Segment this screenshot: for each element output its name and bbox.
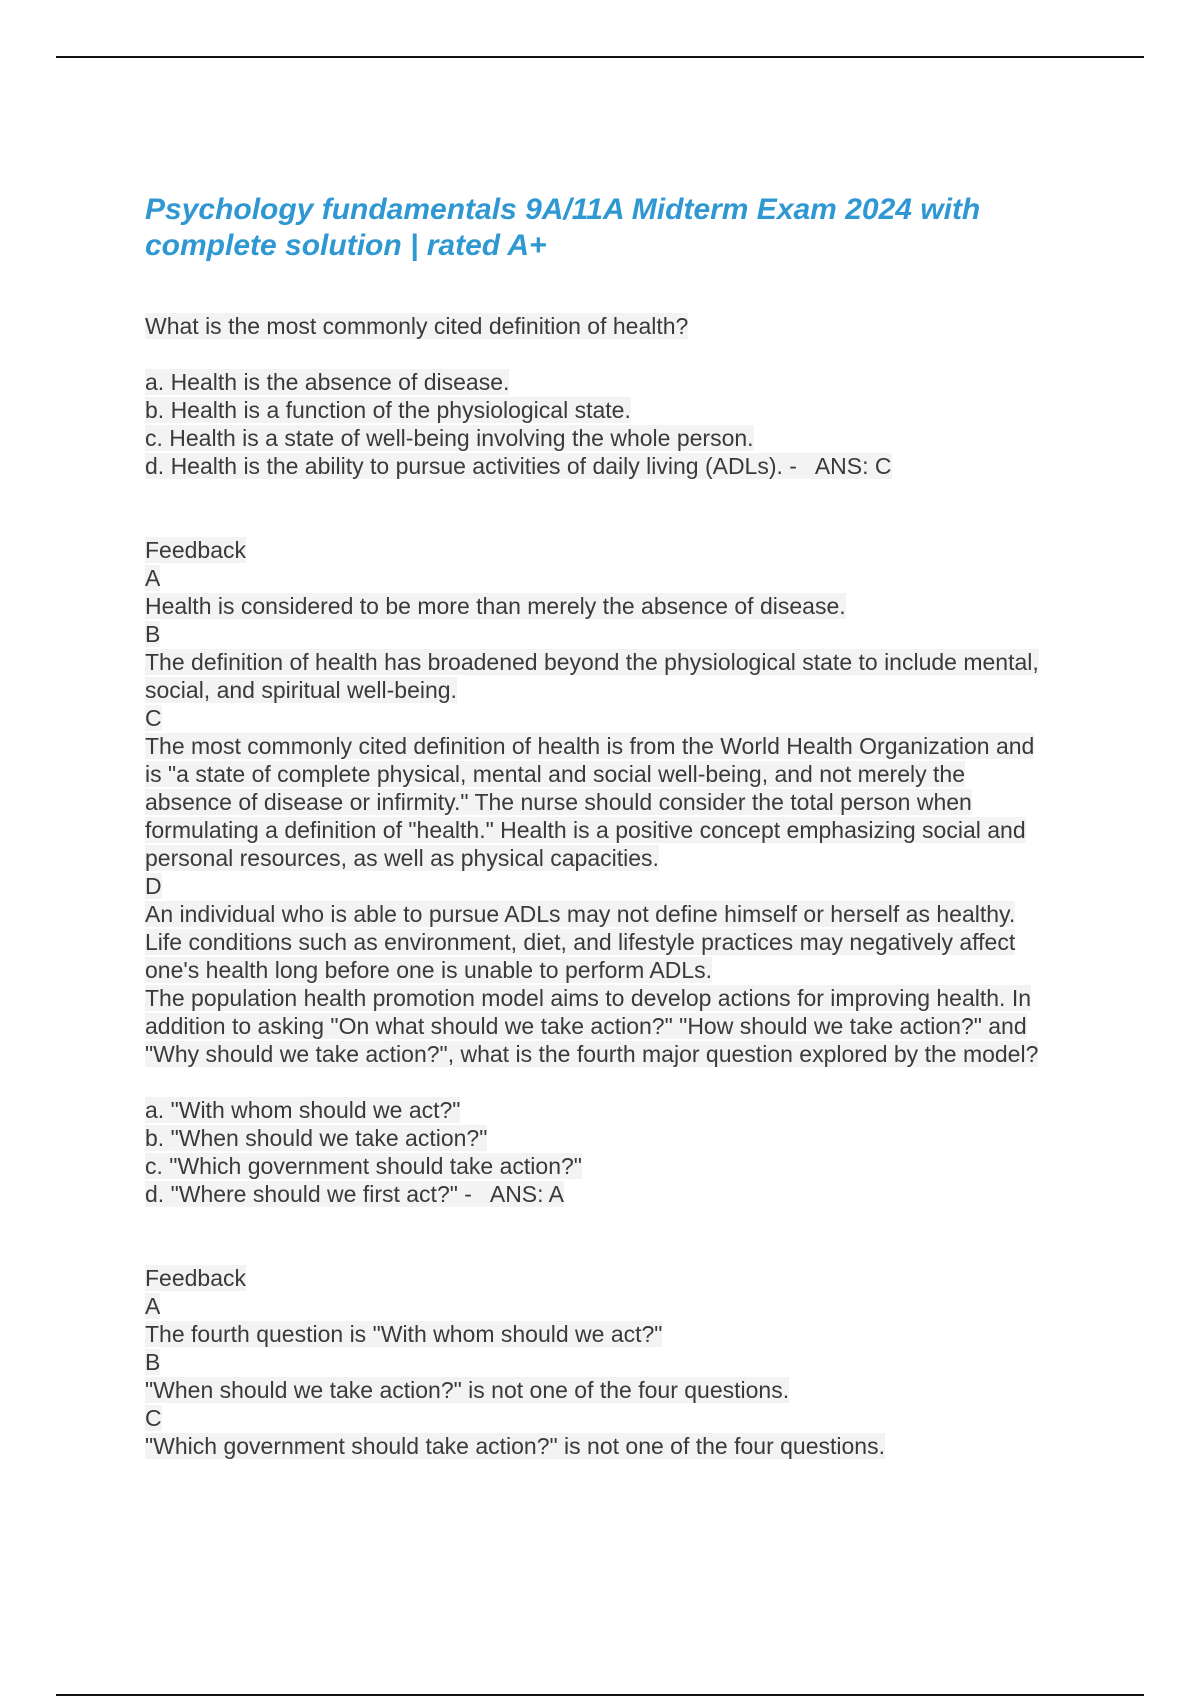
q1-feedback-text-d: An individual who is able to pursue ADLs may not define himself or herself as healthy. [145,901,1016,927]
q1-feedback-letter-b: B [145,621,161,647]
q2-feedback-letter-c: C [145,1405,162,1431]
q1-feedback-letter-d: D [145,873,162,899]
q1-feedback-text-c: absence of disease or infirmity." The nurse should consider the total person when [145,789,972,815]
q1-feedback-text-c: The most commonly cited definition of health is from the World Health Organization and [145,733,1035,759]
question-2: The population health promotion model aims to develop actions for improving health. In [145,985,1032,1011]
q1-option-d-answer: d. Health is the ability to pursue activities of daily living (ADLs). - ANS: C [145,453,892,479]
q2-feedback-letter-b: B [145,1349,161,1375]
q2-option-a: a. "With whom should we act?" [145,1097,461,1123]
q2-feedback-letter-a: A [145,1293,161,1319]
q2-option-b: b. "When should we take action?" [145,1125,488,1151]
q2-feedback-text-b: "When should we take action?" is not one of the four questions. [145,1377,790,1403]
q2-feedback-text-c: "Which government should take action?" is not one of the four questions. [145,1433,885,1459]
q1-feedback-letter-a: A [145,565,161,591]
q2-option-c: c. "Which government should take action?" [145,1153,582,1179]
title-line: Psychology fundamentals 9A/11A Midterm Exam 2024 with [145,193,981,226]
header-rule [56,56,1144,58]
q2-option-d-answer: d. "Where should we first act?" - ANS: A [145,1181,564,1207]
question-1: What is the most commonly cited definition of health? [145,313,689,339]
q1-feedback-label: Feedback [145,537,247,563]
q1-option-b: b. Health is a function of the physiological state. [145,397,631,423]
q1-feedback-text-d: Life conditions such as environment, diet, and lifestyle practices may negatively affect [145,929,1016,955]
q1-feedback-text-d: one's health long before one is unable to perform ADLs. [145,957,712,983]
document-body [145,312,1095,1460]
q2-feedback-text-a: The fourth question is "With whom should we act?" [145,1321,663,1347]
q1-option-c: c. Health is a state of well-being involving the whole person. [145,425,754,451]
q1-feedback-letter-c: C [145,705,162,731]
q1-feedback-text-c: personal resources, as well as physical capacities. [145,845,659,871]
q1-feedback-text-a: Health is considered to be more than merely the absence of disease. [145,593,846,619]
document-content [145,192,1095,1460]
question-2: "Why should we take action?", what is the fourth major question explored by the model? [145,1041,1039,1067]
q1-feedback-text-c: is "a state of complete physical, mental and social well-being, and not merely the [145,761,965,787]
q1-feedback-text-c: formulating a definition of "health." Health is a positive concept emphasizing social and [145,817,1026,843]
title-line: complete solution | rated A+ [145,229,547,262]
q1-option-a: a. Health is the absence of disease. [145,369,510,395]
q1-feedback-text-b: social, and spiritual well-being. [145,677,457,703]
document-title [145,192,1095,264]
q2-feedback-label: Feedback [145,1265,247,1291]
q1-feedback-text-b: The definition of health has broadened beyond the physiological state to include mental, [145,649,1039,675]
footer-rule [56,1694,1144,1696]
question-2: addition to asking "On what should we take action?" "How should we take action?" and [145,1013,1027,1039]
